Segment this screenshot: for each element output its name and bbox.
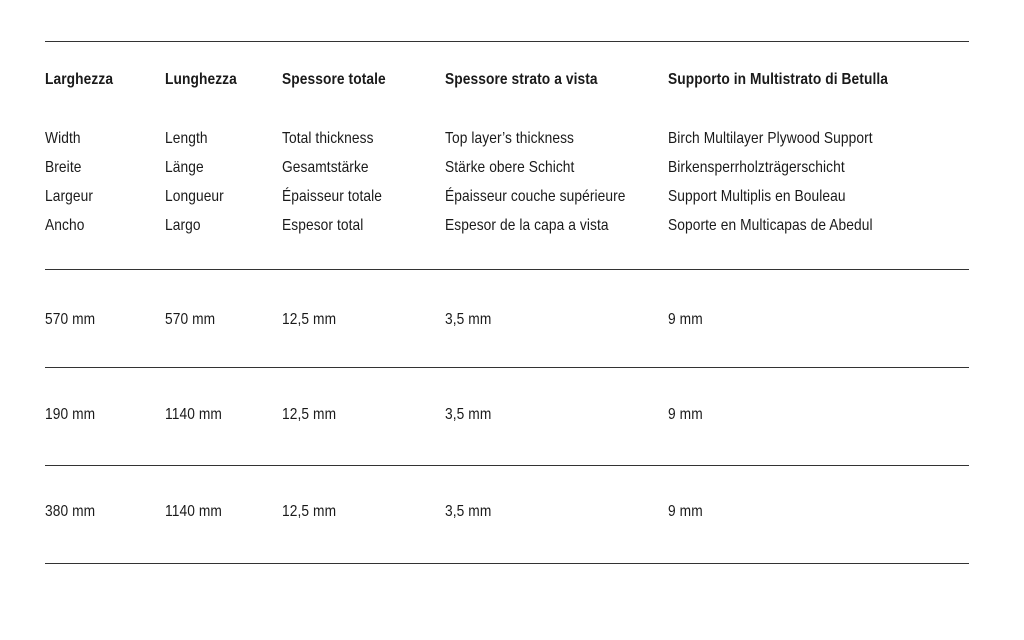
translation-en: Birch Multilayer Plywood Support xyxy=(668,130,873,147)
cell-total-thickness: 12,5 mm xyxy=(282,406,337,423)
cell-length: 570 mm xyxy=(165,311,216,328)
cell-total-thickness: 12,5 mm xyxy=(282,503,337,520)
cell-support: 9 mm xyxy=(668,406,703,423)
translation-en: Length xyxy=(165,130,208,147)
cell-top-layer-thickness: 3,5 mm xyxy=(445,503,492,520)
header-support-translations xyxy=(668,124,873,240)
translation-de: Birkensperrholzträgerschicht xyxy=(668,159,845,176)
translation-en: Top layer’s thickness xyxy=(445,130,575,147)
header-width-translations xyxy=(45,124,93,240)
header-total-thickness-translations xyxy=(282,124,382,240)
header-total-thickness-title: Spessore totale xyxy=(282,71,386,88)
header-length-translations xyxy=(165,124,224,240)
cell-width: 570 mm xyxy=(45,311,96,328)
translation-en: Total thickness xyxy=(282,130,374,147)
cell-support: 9 mm xyxy=(668,503,703,520)
cell-length: 1140 mm xyxy=(165,503,222,520)
cell-width: 190 mm xyxy=(45,406,96,423)
header-length-title: Lunghezza xyxy=(165,71,237,88)
translation-de: Stärke obere Schicht xyxy=(445,159,575,176)
cell-top-layer-thickness: 3,5 mm xyxy=(445,311,492,328)
translation-fr: Épaisseur totale xyxy=(282,188,383,205)
translation-en: Width xyxy=(45,130,81,147)
cell-total-thickness: 12,5 mm xyxy=(282,311,337,328)
translation-fr: Support Multiplis en Bouleau xyxy=(668,188,846,205)
translation-es: Ancho xyxy=(45,217,85,234)
header-support-title: Supporto in Multistrato di Betulla xyxy=(668,71,889,88)
translation-de: Länge xyxy=(165,159,204,176)
translation-de: Breite xyxy=(45,159,82,176)
cell-support: 9 mm xyxy=(668,311,703,328)
row-divider xyxy=(45,367,969,368)
table-top-divider xyxy=(45,41,969,42)
cell-top-layer-thickness: 3,5 mm xyxy=(445,406,492,423)
translation-fr: Largeur xyxy=(45,188,94,205)
translation-es: Espesor total xyxy=(282,217,364,234)
translation-es: Largo xyxy=(165,217,201,234)
cell-width: 380 mm xyxy=(45,503,96,520)
header-top-layer-translations xyxy=(445,124,626,240)
header-width-title: Larghezza xyxy=(45,71,114,88)
translation-fr: Longueur xyxy=(165,188,224,205)
cell-length: 1140 mm xyxy=(165,406,222,423)
translation-fr: Épaisseur couche supérieure xyxy=(445,188,626,205)
translation-de: Gesamtstärke xyxy=(282,159,369,176)
translation-es: Soporte en Multicapas de Abedul xyxy=(668,217,873,234)
row-divider xyxy=(45,465,969,466)
header-divider xyxy=(45,269,969,270)
header-top-layer-title: Spessore strato a vista xyxy=(445,71,598,88)
table-bottom-divider xyxy=(45,563,969,564)
translation-es: Espesor de la capa a vista xyxy=(445,217,609,234)
